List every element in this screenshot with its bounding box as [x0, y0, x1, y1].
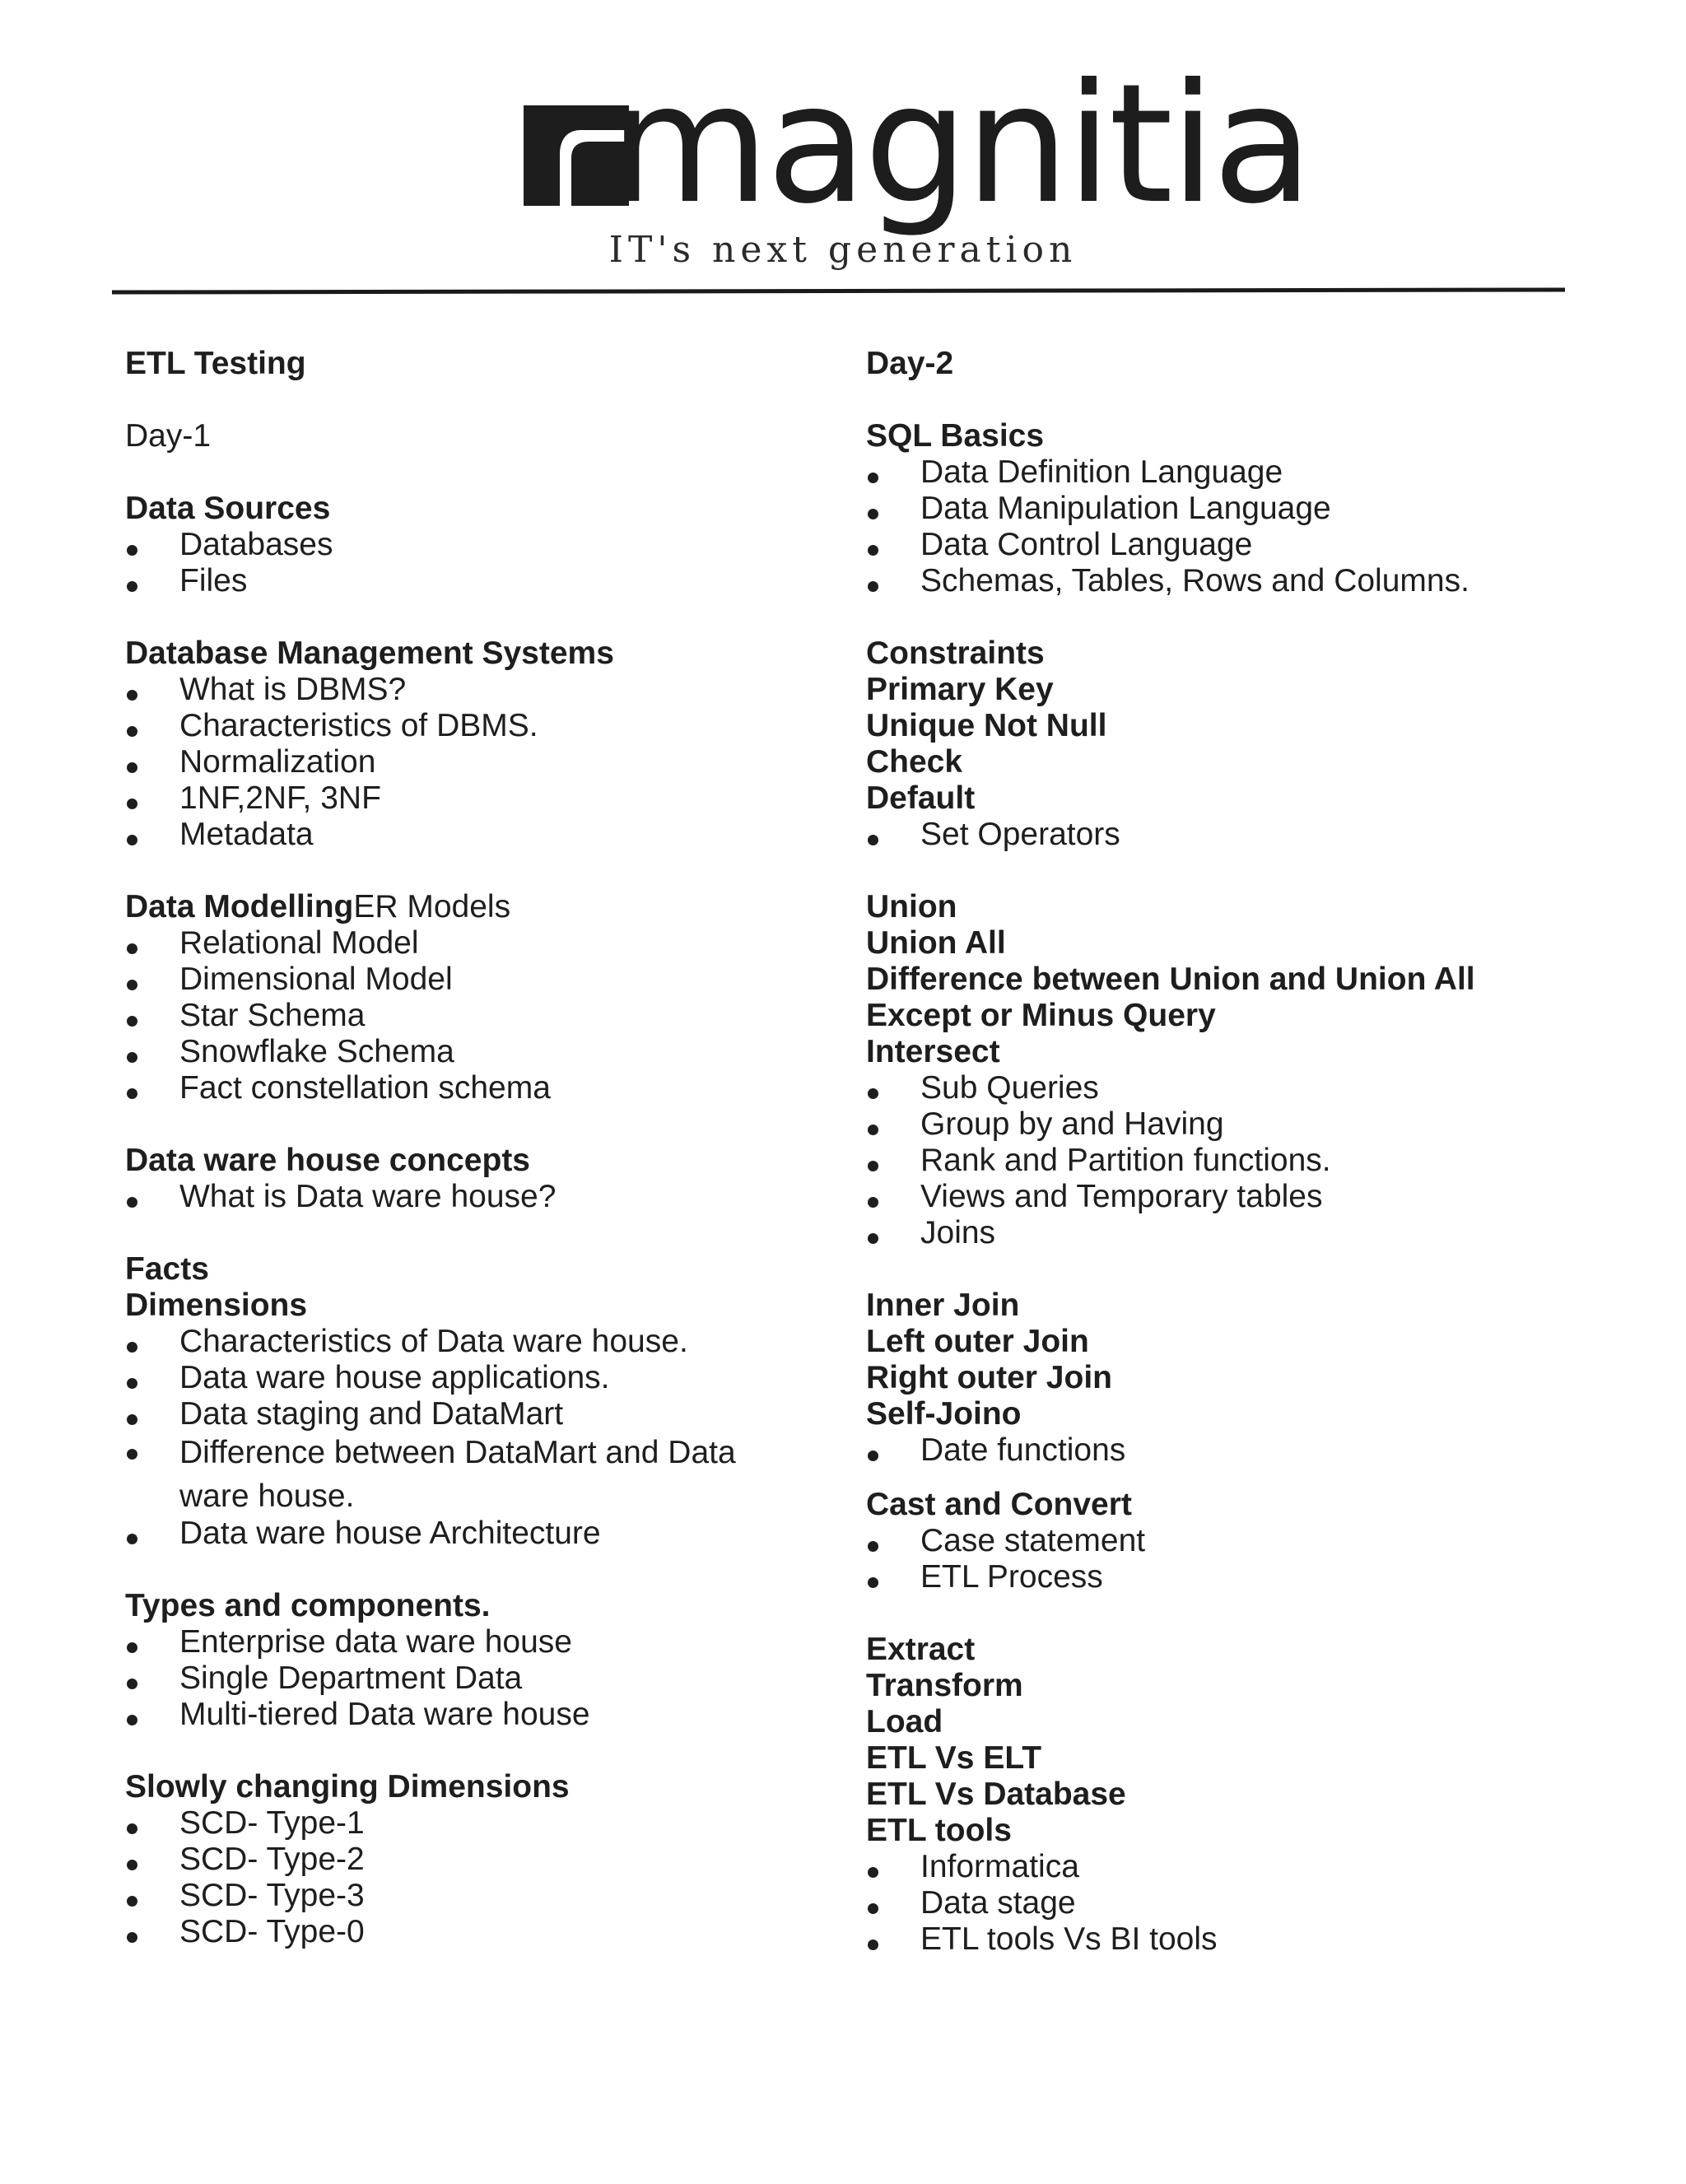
- section-heading: ETL Vs ELT: [866, 1740, 1042, 1776]
- list-item: What is DBMS?: [125, 672, 850, 708]
- header-divider: [112, 287, 1565, 294]
- list-item: ETL Process: [866, 1559, 1591, 1595]
- section-heading: Union: [866, 889, 957, 924]
- list-item: Data ware house applications.: [125, 1360, 850, 1396]
- section-heading: Database Management Systems: [125, 636, 614, 671]
- bullet-icon: [127, 1449, 137, 1460]
- section-heading: Right outer Join: [866, 1360, 1112, 1395]
- list-item: SCD- Type-1: [125, 1805, 850, 1842]
- bullet-icon: [127, 690, 137, 701]
- list-item: Views and Temporary tables: [866, 1179, 1591, 1215]
- bullet-icon: [127, 1342, 137, 1353]
- bullet-icon: [127, 980, 137, 990]
- list-item: Data Control Language: [866, 527, 1591, 563]
- bullet-icon: [127, 799, 137, 809]
- bullet-icon: [868, 1903, 878, 1914]
- bullet-icon: [127, 762, 137, 773]
- list-item: SCD- Type-3: [125, 1878, 850, 1914]
- list-item: Data ware house Architecture: [125, 1516, 850, 1552]
- section-heading: Extract: [866, 1632, 976, 1667]
- section-heading: Except or Minus Query: [866, 998, 1216, 1033]
- section-heading: Load: [866, 1704, 943, 1739]
- list-item: Characteristics of DBMS.: [125, 708, 850, 744]
- section-heading: Cast and Convert: [866, 1487, 1132, 1522]
- left-column: [125, 346, 850, 1950]
- section-heading: Data ware house concepts: [125, 1143, 530, 1178]
- list-item: Normalization: [125, 744, 850, 780]
- bullet-icon: [127, 1860, 137, 1870]
- section-heading: Inner Join: [866, 1288, 1020, 1323]
- section-heading: Union All: [866, 925, 1006, 961]
- section-heading: Constraints: [866, 636, 1045, 671]
- page-header: [0, 0, 1686, 313]
- right-column: [866, 346, 1591, 1958]
- section-heading: Intersect: [866, 1034, 1000, 1069]
- bullet-icon: [127, 1016, 137, 1027]
- bullet-icon: [868, 1577, 878, 1588]
- bullet-icon: [868, 1451, 878, 1461]
- list-item: SCD- Type-2: [125, 1842, 850, 1878]
- bullet-icon: [127, 1197, 137, 1208]
- section-heading: Data Sources: [125, 491, 331, 526]
- list-item: Difference between DataMart and Data ware house.: [125, 1431, 813, 1518]
- list-item: Enterprise data ware house: [125, 1624, 850, 1660]
- bullet-icon: [127, 1823, 137, 1834]
- bullet-icon: [127, 943, 137, 954]
- bullet-icon: [127, 1642, 137, 1653]
- list-item: Single Department Data: [125, 1660, 850, 1697]
- section-heading: SQL Basics: [866, 418, 1045, 454]
- bullet-icon: [868, 1125, 878, 1135]
- list-item: Case statement: [866, 1523, 1591, 1559]
- list-item: Dimensional Model: [125, 962, 850, 998]
- bullet-icon: [127, 1414, 137, 1425]
- course-title: ETL Testing: [125, 346, 306, 381]
- list-item: Date functions: [866, 1432, 1591, 1469]
- bullet-icon: [868, 835, 878, 845]
- bullet-icon: [127, 1052, 137, 1063]
- section-heading: Unique Not Null: [866, 708, 1107, 743]
- bullet-icon: [127, 1088, 137, 1099]
- bullet-icon: [868, 1233, 878, 1244]
- bullet-icon: [868, 1940, 878, 1950]
- list-item: Metadata: [125, 817, 850, 853]
- list-item: Star Schema: [125, 998, 850, 1034]
- list-item: SCD- Type-0: [125, 1914, 850, 1950]
- bullet-icon: [868, 1197, 878, 1208]
- bullet-icon: [127, 1932, 137, 1943]
- list-item: Schemas, Tables, Rows and Columns.: [866, 563, 1591, 599]
- list-item: Data Manipulation Language: [866, 491, 1591, 527]
- section-heading: Left outer Join: [866, 1324, 1089, 1359]
- bullet-icon: [868, 473, 878, 483]
- brand-logo: [524, 49, 1311, 240]
- bullet-icon: [127, 545, 137, 556]
- list-item: What is Data ware house?: [125, 1179, 850, 1215]
- list-item: Multi-tiered Data ware house: [125, 1697, 850, 1733]
- day-1-label: Day-1: [125, 418, 212, 454]
- section-heading: Data ModellingER Models: [125, 889, 511, 924]
- list-item: Databases: [125, 527, 850, 563]
- list-item: Rank and Partition functions.: [866, 1143, 1591, 1179]
- bullet-icon: [127, 1896, 137, 1907]
- section-heading: Types and components.: [125, 1588, 491, 1623]
- list-item: Group by and Having: [866, 1106, 1591, 1143]
- section-heading: ETL Vs Database: [866, 1777, 1126, 1812]
- bullet-icon: [868, 1088, 878, 1099]
- bullet-icon: [868, 1541, 878, 1552]
- list-item: Relational Model: [125, 925, 850, 962]
- section-heading: Dimensions: [125, 1288, 308, 1323]
- list-item: Snowflake Schema: [125, 1034, 850, 1070]
- list-item: Files: [125, 563, 850, 599]
- list-item: Set Operators: [866, 817, 1591, 853]
- bullet-icon: [127, 1534, 137, 1544]
- section-heading: Self-Joino: [866, 1396, 1022, 1432]
- section-heading: Facts: [125, 1251, 209, 1287]
- bullet-icon: [127, 581, 137, 592]
- section-heading: Default: [866, 780, 976, 816]
- section-heading: Check: [866, 744, 963, 780]
- bullet-icon: [127, 835, 137, 845]
- list-item: Data Definition Language: [866, 454, 1591, 491]
- day-2-label: Day-2: [866, 346, 954, 381]
- list-item: Fact constellation schema: [125, 1070, 850, 1106]
- brand-name: magnitia: [609, 49, 1311, 240]
- list-item: Characteristics of Data ware house.: [125, 1324, 850, 1360]
- bullet-icon: [868, 1867, 878, 1878]
- list-item: ETL tools Vs BI tools: [866, 1921, 1591, 1958]
- bullet-icon: [868, 545, 878, 556]
- bullet-icon: [127, 1715, 137, 1725]
- bullet-icon: [127, 1679, 137, 1689]
- bullet-icon: [127, 1378, 137, 1389]
- section-heading: Transform: [866, 1668, 1023, 1703]
- bullet-icon: [868, 509, 878, 519]
- bullet-icon: [127, 726, 137, 737]
- list-item: Data staging and DataMart: [125, 1396, 850, 1432]
- list-item: Joins: [866, 1215, 1591, 1251]
- list-item: Data stage: [866, 1885, 1591, 1921]
- section-heading: Slowly changing Dimensions: [125, 1769, 570, 1804]
- list-item: Sub Queries: [866, 1070, 1591, 1106]
- list-item: 1NF,2NF, 3NF: [125, 780, 850, 817]
- bullet-icon: [868, 1161, 878, 1171]
- list-item: Informatica: [866, 1849, 1591, 1885]
- bullet-icon: [868, 581, 878, 592]
- section-heading: Primary Key: [866, 672, 1054, 707]
- section-heading: Difference between Union and Union All: [866, 962, 1475, 997]
- brand-tagline: IT's next generation: [608, 229, 1078, 271]
- section-heading: ETL tools: [866, 1813, 1012, 1848]
